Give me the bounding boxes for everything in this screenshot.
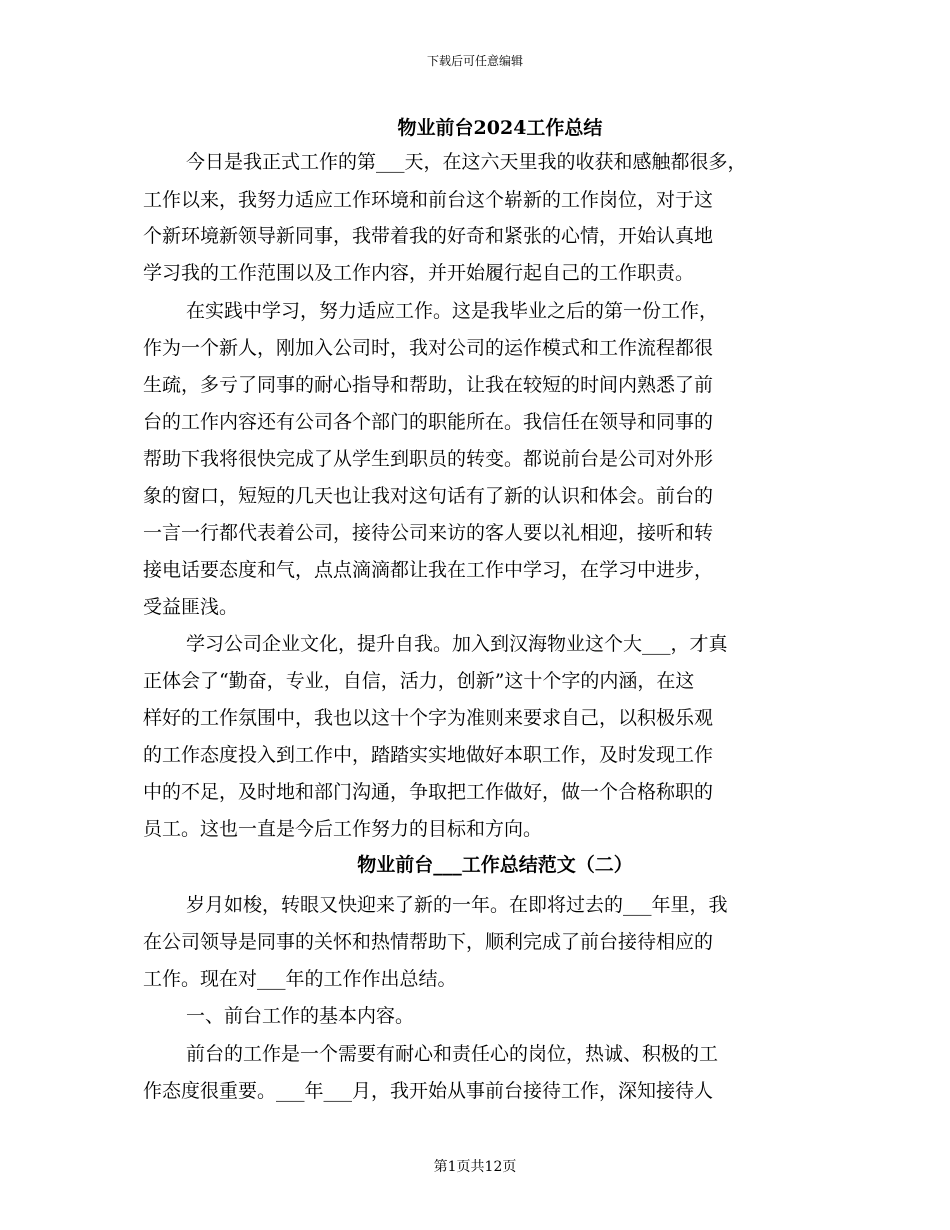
body-line: 工作。现在对___年的工作作出总结。 <box>143 968 457 990</box>
body-line: 帮助下我将很快完成了从学生到职员的转变。都说前台是公司对外形 <box>143 448 714 470</box>
body-line: 学习公司企业文化，提升自我。加入到汉海物业这个大___，才真 <box>186 633 728 655</box>
body-line: 学习我的工作范围以及工作内容，并开始履行起自己的工作职责。 <box>143 262 695 284</box>
page-number: 第1页共12页 <box>433 1159 517 1175</box>
body-line: 岁月如梭，转眼又快迎来了新的一年。在即将过去的___年里，我 <box>186 894 728 916</box>
document-title: 物业前台2024工作总结 <box>397 117 603 139</box>
body-line: 作态度很重要。___年___月，我开始从事前台接待工作，深知接待人 <box>143 1080 714 1102</box>
body-line: 象的窗口，短短的几天也让我对这句话有了新的认识和体会。前台的 <box>143 485 714 507</box>
body-line: 个新环境新领导新同事，我带着我的好奇和紧张的心情，开始认真地 <box>143 225 714 247</box>
page-header-note: 下载后可任意编辑 <box>426 54 523 68</box>
body-line: 台的工作内容还有公司各个部门的职能所在。我信任在领导和同事的 <box>143 411 714 433</box>
body-line: 生疏，多亏了同事的耐心指导和帮助，让我在较短的时间内熟悉了前 <box>143 374 714 396</box>
body-line: 样好的工作氛围中，我也以这十个字为准则来要求自己，以积极乐观 <box>143 707 714 729</box>
body-line: 今日是我正式工作的第___天，在这六天里我的收获和感触都很多， <box>186 151 747 173</box>
body-line: 在实践中学习，努力适应工作。这是我毕业之后的第一份工作， <box>186 300 719 322</box>
body-line: 接电话要态度和气，点点滴滴都让我在工作中学习，在学习中进步， <box>143 559 714 581</box>
body-line: 一言一行都代表着公司，接待公司来访的客人要以礼相迎，接听和转 <box>143 522 714 544</box>
body-line: 在公司领导是同事的关怀和热情帮助下，顺利完成了前台接待相应的 <box>143 931 714 953</box>
body-line: 前台的工作是一个需要有耐心和责任心的岗位，热诚、积极的工 <box>186 1043 719 1065</box>
body-line: 受益匪浅。 <box>143 596 239 618</box>
section-title: 物业前台___工作总结范文（二） <box>357 854 633 876</box>
body-line: 正体会了“勤奋，专业，自信，活力，创新”这十个字的内涵，在这 <box>143 670 695 692</box>
body-line: 的工作态度投入到工作中，踏踏实实地做好本职工作，及时发现工作 <box>143 744 714 766</box>
body-line: 作为一个新人，刚加入公司时，我对公司的运作模式和工作流程都很 <box>143 337 714 359</box>
body-line: 员工。这也一直是今后工作努力的目标和方向。 <box>143 818 543 840</box>
body-line: 中的不足，及时地和部门沟通，争取把工作做好，做一个合格称职的 <box>143 781 714 803</box>
body-line: 工作以来，我努力适应工作环境和前台这个崭新的工作岗位，对于这 <box>143 189 714 211</box>
body-line: 一、前台工作的基本内容。 <box>186 1005 415 1027</box>
